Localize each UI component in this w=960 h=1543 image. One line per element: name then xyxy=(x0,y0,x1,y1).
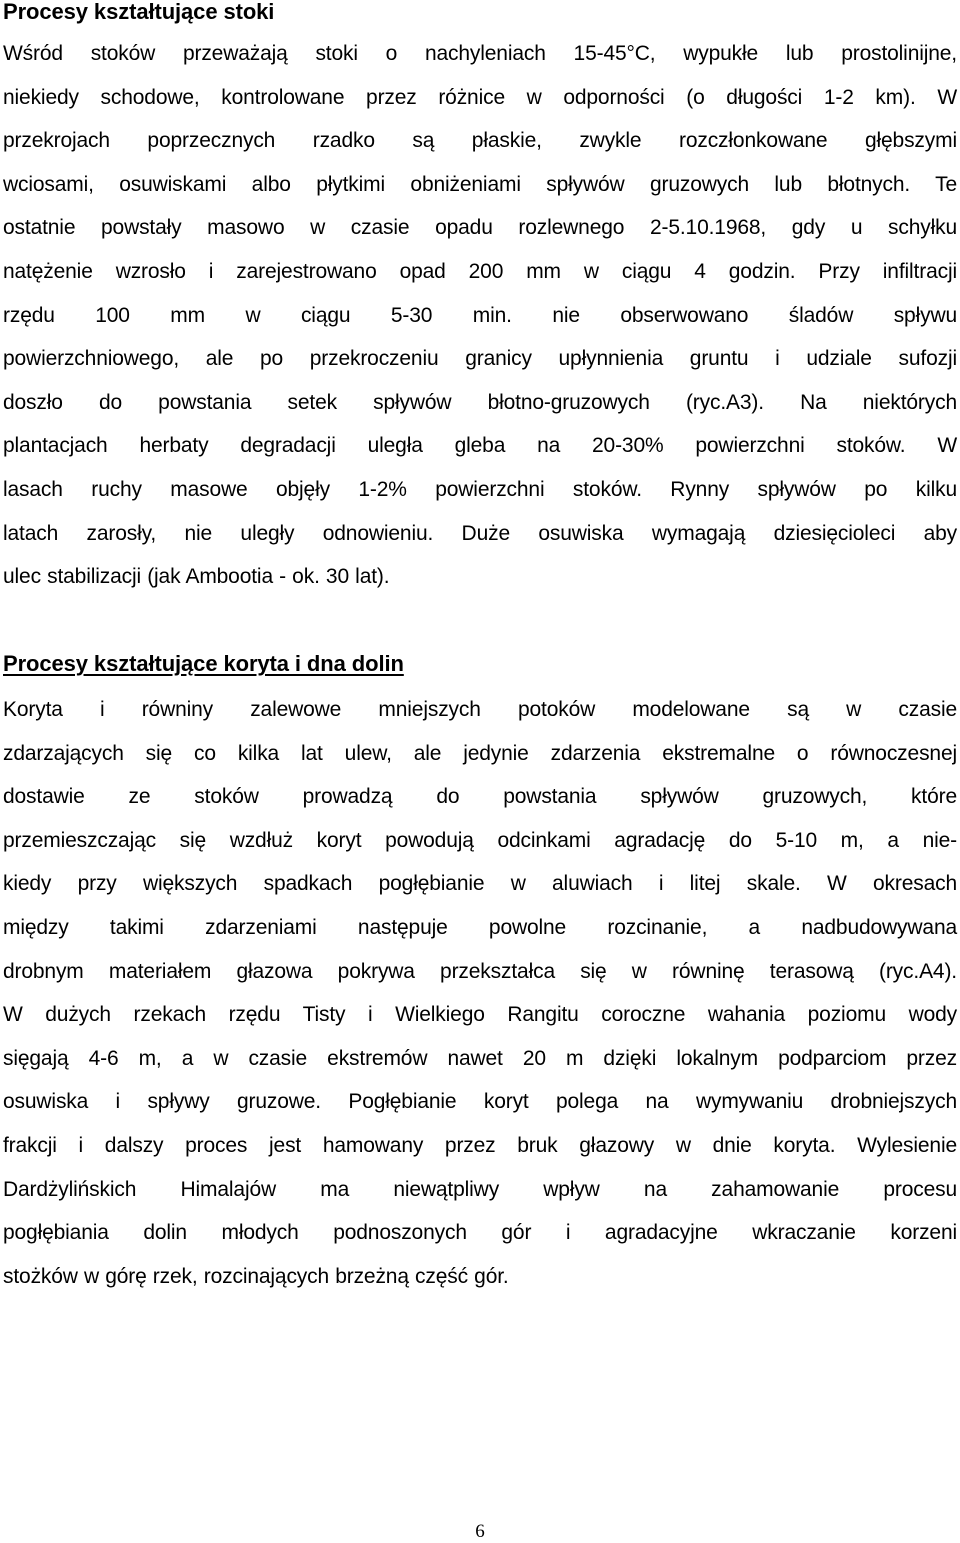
section-title: Procesy kształtujące koryta i dna dolin xyxy=(3,651,404,676)
section-paragraph xyxy=(3,688,957,1298)
paragraph-line: sięgają 4-6 m, a w czasie ekstremów nawet 20 m dzięki lokalnym podparciom przez xyxy=(3,1046,957,1070)
paragraph-line: Koryta i równiny zalewowe mniejszych potoków modelowane są w czasie xyxy=(3,698,957,721)
paragraph-line: plantacjach herbaty degradacji uległa gleba na 20-30% powierzchni stoków. W xyxy=(3,434,957,458)
paragraph-line: kiedy przy większych spadkach pogłębianie w aluwiach i litej skale. W okresach xyxy=(3,872,957,896)
paragraph-line: lasach ruchy masowe objęły 1-2% powierzchni stoków. Rynny spływów po kilku xyxy=(3,477,957,501)
paragraph-line: W dużych rzekach rzędu Tisty i Wielkiego Rangitu coroczne wahania poziomu wody xyxy=(3,1003,957,1027)
paragraph-line: latach zarosły, nie uległy odnowieniu. Duże osuwiska wymagają dziesięcioleci aby xyxy=(3,521,957,545)
paragraph-line: powierzchniowego, ale po przekroczeniu granicy upłynnienia gruntu i udziale sufozji xyxy=(3,347,957,371)
paragraph-line: frakcji i dalszy proces jest hamowany przez bruk głazowy w dnie koryta. Wylesienie xyxy=(3,1133,957,1157)
paragraph-line: Dardżylińskich Himalajów ma niewątpliwy wpływ na zahamowanie procesu xyxy=(3,1177,957,1201)
paragraph-line: natężenie wzrosło i zarejestrowano opad 200 mm w ciągu 4 godzin. Przy infiltracji xyxy=(3,259,957,283)
paragraph-line: dostawie ze stoków prowadzą do powstania spływów gruzowych, które xyxy=(3,785,957,809)
paragraph-line: osuwiska i spływy gruzowe. Pogłębianie koryt polega na wymywaniu drobniejszych xyxy=(3,1090,957,1114)
paragraph-line: drobnym materiałem głazowa pokrywa przekształca się w równinę terasową (ryc.A4). xyxy=(3,959,957,983)
paragraph-line: między takimi zdarzeniami następuje powolne rozcinanie, a nadbudowywana xyxy=(3,915,957,939)
paragraph-line: doszło do powstania setek spływów błotno-gruzowych (ryc.A3). Na niektórych xyxy=(3,390,957,414)
paragraph-line: zdarzających się co kilka lat ulew, ale jedynie zdarzenia ekstremalne o równoczesnej xyxy=(3,741,957,765)
paragraph-line: rzędu 100 mm w ciągu 5-30 min. nie obserwowano śladów spływu xyxy=(3,303,957,327)
page-number: 6 xyxy=(475,1521,485,1542)
paragraph-line: ostatnie powstały masowo w czasie opadu rozlewnego 2-5.10.1968, gdy u schyłku xyxy=(3,216,957,240)
paragraph-line: wciosami, osuwiskami albo płytkimi obniżeniami spływów gruzowych lub błotnych. Te xyxy=(3,172,957,196)
paragraph-line: przekrojach poprzecznych rzadko są płaskie, zwykle rozczłonkowane głębszymi xyxy=(3,129,957,153)
paragraph-line: Wśród stoków przeważają stoki o nachyleniach 15-45°C, wypukłe lub prostolinijne, xyxy=(3,42,957,65)
paragraph-line: niekiedy schodowe, kontrolowane przez różnice w odporności (o długości 1-2 km). W xyxy=(3,85,957,109)
paragraph-line: stożków w górę rzek, rozcinających brzeżną część gór. xyxy=(3,1264,509,1288)
paragraph-line: przemieszczając się wzdłuż koryt powodują odcinkami agradację do 5-10 m, a nie- xyxy=(3,828,957,852)
paragraph-line: pogłębiania dolin młodych podnoszonych gór i agradacyjne wkraczanie korzeni xyxy=(3,1221,957,1245)
paragraph-line: ulec stabilizacji (jak Ambootia - ok. 30 lat). xyxy=(3,565,390,589)
section-title: Procesy kształtujące stoki xyxy=(3,0,275,24)
section-paragraph xyxy=(3,32,957,599)
